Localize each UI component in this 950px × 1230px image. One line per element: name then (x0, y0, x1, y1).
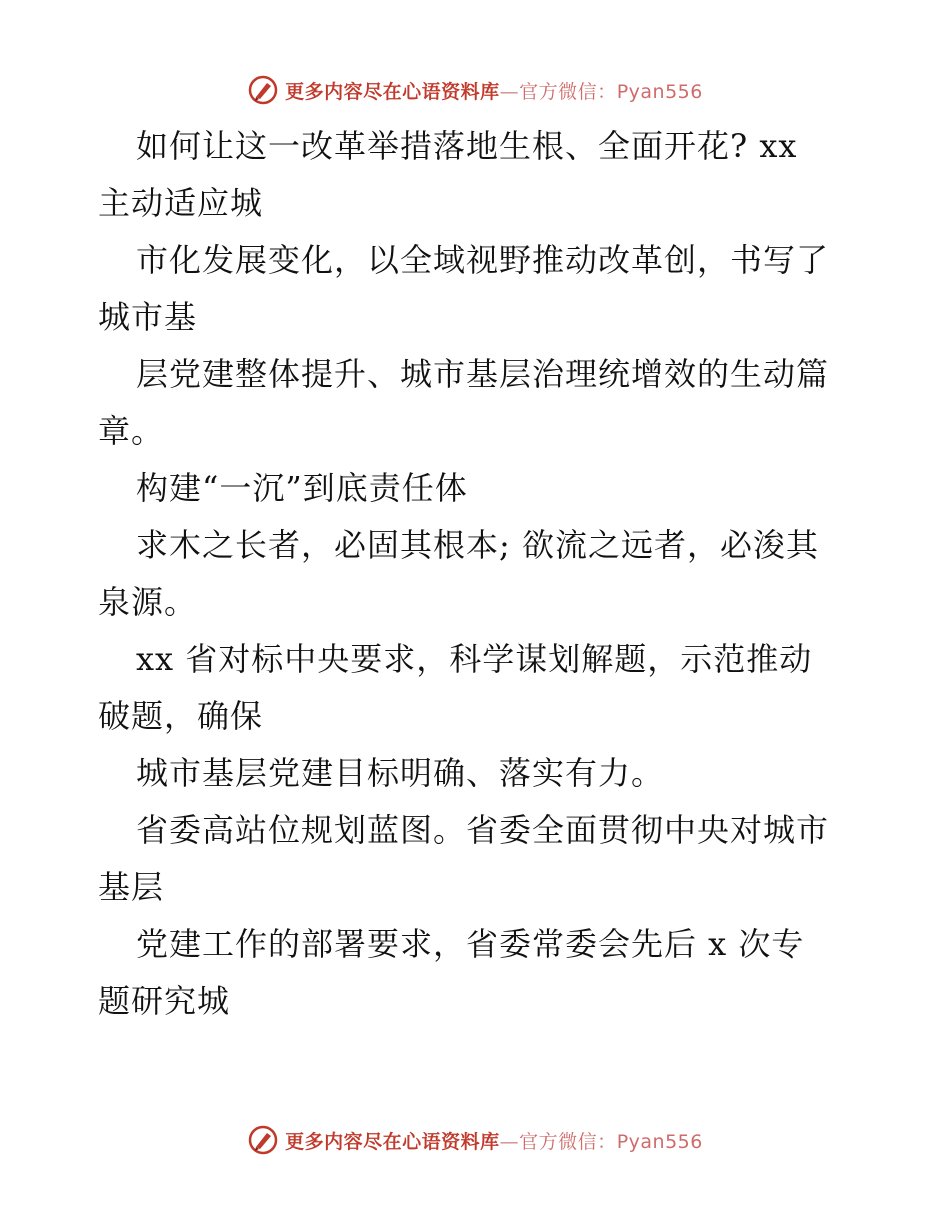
banner-main-text: 更多内容尽在心语资料库 (285, 1130, 500, 1153)
text-line: 党建工作的部署要求，省委常委会先后 x 次专 (136, 925, 805, 963)
text-line: 题研究城 (98, 982, 231, 1020)
banner-text (285, 1127, 703, 1154)
footer-banner (0, 1120, 950, 1160)
banner-text (285, 77, 703, 104)
text-line: 求木之长者，必固其根本; 欲流之远者，必浚其 (136, 526, 819, 564)
banner-wechat-label: 官方微信： (519, 1130, 617, 1153)
text-line: 城市基层党建目标明确、落实有力。 (136, 754, 665, 792)
banner-separator: — (499, 80, 520, 103)
text-line: 如何让这一改革举措落地生根、全面开花? xx (136, 127, 798, 165)
text-line: 章。 (98, 412, 165, 450)
text-line: 基层 (98, 868, 165, 906)
banner-wechat-id: Pyan556 (616, 80, 703, 103)
text-line: 市化发展变化，以全域视野推动改革创，书写了 (136, 241, 830, 279)
pen-logo-icon (247, 1124, 279, 1156)
pen-logo-icon (247, 74, 279, 106)
text-line: 省委高站位规划蓝图。省委全面贯彻中央对城市 (136, 811, 830, 849)
text-line: 主动适应城 (98, 184, 264, 222)
text-line: 层党建整体提升、城市基层治理统增效的生动篇 (136, 355, 830, 393)
banner-main-text: 更多内容尽在心语资料库 (285, 80, 500, 103)
document-body (98, 118, 858, 1030)
text-line: 泉源。 (98, 583, 198, 621)
text-line: xx 省对标中央要求，科学谋划解题，示范推动 (136, 640, 813, 678)
banner-wechat-id: Pyan556 (616, 1130, 703, 1153)
text-line: 破题，确保 (98, 697, 264, 735)
header-banner (0, 70, 950, 110)
text-line: 构建“一沉”到底责任体 (136, 469, 468, 507)
text-line: 城市基 (98, 298, 198, 336)
banner-wechat-label: 官方微信： (519, 80, 617, 103)
banner-separator: — (499, 1130, 520, 1153)
